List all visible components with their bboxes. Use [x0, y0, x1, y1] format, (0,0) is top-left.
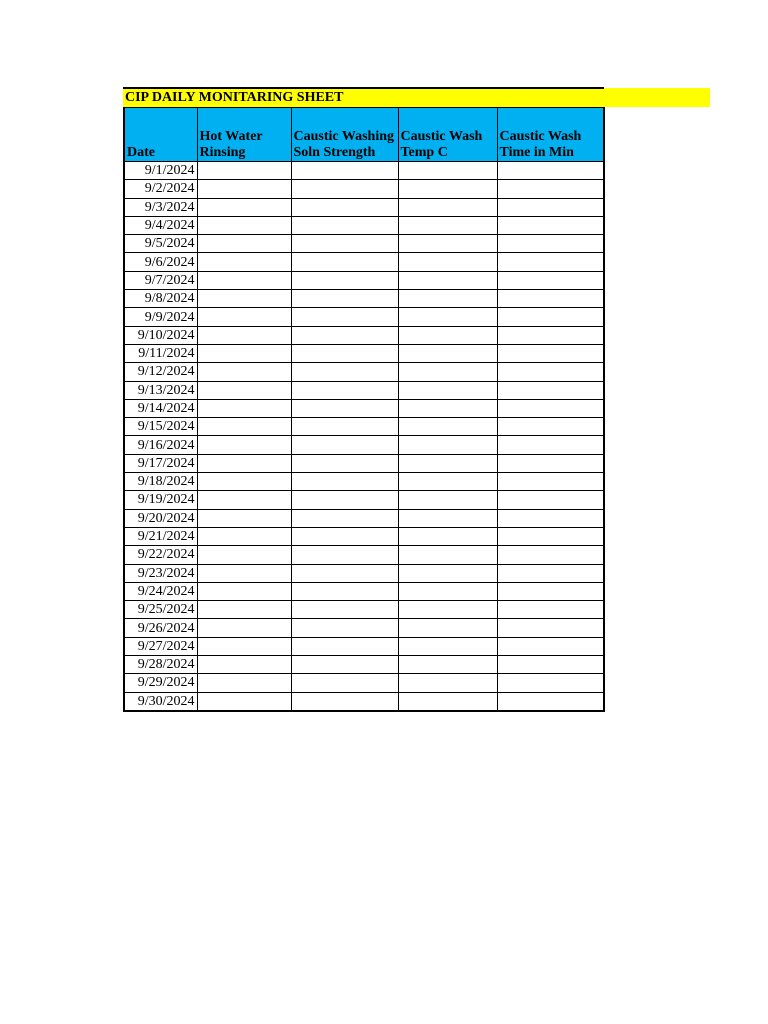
table-row [124, 235, 604, 253]
entry-cell[interactable] [497, 399, 604, 417]
table-row [124, 582, 604, 600]
entry-cell[interactable] [497, 198, 604, 216]
entry-cell[interactable] [497, 436, 604, 454]
entry-cell[interactable] [197, 418, 291, 436]
entry-cell[interactable] [291, 326, 398, 344]
header-line: Caustic Wash [499, 129, 582, 144]
header-caustic-strength [291, 108, 398, 162]
date-cell: 9/26/2024 [124, 619, 197, 637]
table-row [124, 198, 604, 216]
date-cell: 9/25/2024 [124, 601, 197, 619]
entry-cell[interactable] [291, 619, 398, 637]
entry-cell[interactable] [497, 601, 604, 619]
entry-cell[interactable] [291, 454, 398, 472]
table-row [124, 564, 604, 582]
header-line: Caustic Wash [400, 129, 483, 144]
table-row [124, 601, 604, 619]
date-cell: 9/7/2024 [124, 271, 197, 289]
entry-cell[interactable] [398, 326, 497, 344]
table-row [124, 454, 604, 472]
table-body [124, 162, 604, 711]
entry-cell[interactable] [497, 637, 604, 655]
entry-cell[interactable] [197, 564, 291, 582]
entry-cell[interactable] [291, 546, 398, 564]
entry-cell[interactable] [291, 381, 398, 399]
date-cell: 9/21/2024 [124, 527, 197, 545]
entry-cell[interactable] [398, 290, 497, 308]
table-row [124, 473, 604, 491]
entry-cell[interactable] [291, 564, 398, 582]
entry-cell[interactable] [291, 308, 398, 326]
entry-cell[interactable] [291, 656, 398, 674]
monitoring-table [123, 107, 605, 712]
table-row [124, 527, 604, 545]
entry-cell[interactable] [398, 344, 497, 362]
entry-cell[interactable] [497, 527, 604, 545]
entry-cell[interactable] [398, 235, 497, 253]
entry-cell[interactable] [291, 235, 398, 253]
entry-cell[interactable] [497, 235, 604, 253]
table-row [124, 619, 604, 637]
table-row [124, 418, 604, 436]
date-cell: 9/18/2024 [124, 473, 197, 491]
entry-cell[interactable] [398, 509, 497, 527]
entry-cell[interactable] [197, 290, 291, 308]
entry-cell[interactable] [291, 290, 398, 308]
entry-cell[interactable] [497, 418, 604, 436]
entry-cell[interactable] [497, 326, 604, 344]
entry-cell[interactable] [291, 637, 398, 655]
entry-cell[interactable] [197, 601, 291, 619]
entry-cell[interactable] [197, 582, 291, 600]
entry-cell[interactable] [398, 363, 497, 381]
entry-cell[interactable] [497, 564, 604, 582]
table-row [124, 363, 604, 381]
date-cell: 9/29/2024 [124, 674, 197, 692]
date-cell: 9/9/2024 [124, 308, 197, 326]
header-caustic-time [497, 108, 604, 162]
entry-cell[interactable] [398, 491, 497, 509]
entry-cell[interactable] [197, 180, 291, 198]
entry-cell[interactable] [291, 436, 398, 454]
entry-cell[interactable] [291, 399, 398, 417]
entry-cell[interactable] [497, 674, 604, 692]
entry-cell[interactable] [197, 527, 291, 545]
header-caustic-temp [398, 108, 497, 162]
date-cell: 9/16/2024 [124, 436, 197, 454]
entry-cell[interactable] [398, 619, 497, 637]
entry-cell[interactable] [291, 473, 398, 491]
entry-cell[interactable] [197, 253, 291, 271]
table-row [124, 399, 604, 417]
entry-cell[interactable] [291, 692, 398, 711]
entry-cell[interactable] [197, 491, 291, 509]
header-row [124, 108, 604, 162]
date-cell: 9/28/2024 [124, 656, 197, 674]
table-row [124, 216, 604, 234]
entry-cell[interactable] [398, 637, 497, 655]
entry-cell[interactable] [197, 271, 291, 289]
entry-cell[interactable] [197, 473, 291, 491]
date-cell: 9/4/2024 [124, 216, 197, 234]
header-line: Temp C [400, 145, 448, 160]
entry-cell[interactable] [497, 290, 604, 308]
entry-cell[interactable] [291, 344, 398, 362]
table-row [124, 491, 604, 509]
entry-cell[interactable] [197, 216, 291, 234]
header-date-label: Date [127, 145, 155, 160]
entry-cell[interactable] [291, 180, 398, 198]
header-line: Rinsing [199, 145, 246, 160]
entry-cell[interactable] [197, 637, 291, 655]
entry-cell[interactable] [497, 454, 604, 472]
table-row [124, 271, 604, 289]
entry-cell[interactable] [197, 344, 291, 362]
entry-cell[interactable] [197, 198, 291, 216]
table-row [124, 290, 604, 308]
table-row [124, 509, 604, 527]
table-row [124, 546, 604, 564]
entry-cell[interactable] [497, 271, 604, 289]
entry-cell[interactable] [197, 692, 291, 711]
entry-cell[interactable] [497, 162, 604, 180]
entry-cell[interactable] [497, 692, 604, 711]
entry-cell[interactable] [497, 619, 604, 637]
header-line: Hot Water [199, 129, 263, 144]
table-row [124, 674, 604, 692]
entry-cell[interactable] [197, 436, 291, 454]
date-cell: 9/19/2024 [124, 491, 197, 509]
entry-cell[interactable] [497, 582, 604, 600]
entry-cell[interactable] [197, 381, 291, 399]
entry-cell[interactable] [291, 527, 398, 545]
entry-cell[interactable] [291, 253, 398, 271]
entry-cell[interactable] [398, 381, 497, 399]
table-row [124, 326, 604, 344]
date-cell: 9/14/2024 [124, 399, 197, 417]
entry-cell[interactable] [197, 162, 291, 180]
entry-cell[interactable] [497, 363, 604, 381]
entry-cell[interactable] [497, 509, 604, 527]
table-row [124, 692, 604, 711]
entry-cell[interactable] [291, 601, 398, 619]
date-cell: 9/3/2024 [124, 198, 197, 216]
entry-cell[interactable] [398, 162, 497, 180]
entry-cell[interactable] [398, 216, 497, 234]
entry-cell[interactable] [497, 253, 604, 271]
date-cell: 9/27/2024 [124, 637, 197, 655]
entry-cell[interactable] [497, 216, 604, 234]
entry-cell[interactable] [291, 674, 398, 692]
entry-cell[interactable] [197, 619, 291, 637]
date-cell: 9/6/2024 [124, 253, 197, 271]
entry-cell[interactable] [497, 344, 604, 362]
date-cell: 9/1/2024 [124, 162, 197, 180]
date-cell: 9/23/2024 [124, 564, 197, 582]
entry-cell[interactable] [398, 564, 497, 582]
table-row [124, 180, 604, 198]
table-row [124, 656, 604, 674]
entry-cell[interactable] [497, 180, 604, 198]
date-cell: 9/2/2024 [124, 180, 197, 198]
date-cell: 9/15/2024 [124, 418, 197, 436]
entry-cell[interactable] [398, 674, 497, 692]
entry-cell[interactable] [197, 509, 291, 527]
date-cell: 9/22/2024 [124, 546, 197, 564]
entry-cell[interactable] [398, 271, 497, 289]
entry-cell[interactable] [497, 656, 604, 674]
entry-cell[interactable] [291, 162, 398, 180]
entry-cell[interactable] [398, 436, 497, 454]
date-cell: 9/13/2024 [124, 381, 197, 399]
entry-cell[interactable] [197, 656, 291, 674]
entry-cell[interactable] [291, 491, 398, 509]
entry-cell[interactable] [497, 546, 604, 564]
entry-cell[interactable] [291, 582, 398, 600]
entry-cell[interactable] [398, 454, 497, 472]
entry-cell[interactable] [197, 326, 291, 344]
entry-cell[interactable] [291, 216, 398, 234]
entry-cell[interactable] [497, 381, 604, 399]
entry-cell[interactable] [398, 308, 497, 326]
entry-cell[interactable] [398, 656, 497, 674]
entry-cell[interactable] [291, 271, 398, 289]
entry-cell[interactable] [398, 180, 497, 198]
entry-cell[interactable] [398, 546, 497, 564]
entry-cell[interactable] [497, 491, 604, 509]
date-cell: 9/17/2024 [124, 454, 197, 472]
header-line: Time in Min [499, 145, 574, 160]
entry-cell[interactable] [497, 473, 604, 491]
entry-cell[interactable] [398, 198, 497, 216]
date-cell: 9/11/2024 [124, 344, 197, 362]
entry-cell[interactable] [197, 235, 291, 253]
entry-cell[interactable] [291, 363, 398, 381]
entry-cell[interactable] [291, 418, 398, 436]
entry-cell[interactable] [398, 601, 497, 619]
entry-cell[interactable] [398, 473, 497, 491]
entry-cell[interactable] [497, 308, 604, 326]
header-line: Caustic Washing [293, 129, 394, 144]
date-cell: 9/8/2024 [124, 290, 197, 308]
entry-cell[interactable] [398, 692, 497, 711]
date-cell: 9/30/2024 [124, 692, 197, 711]
table-row [124, 436, 604, 454]
entry-cell[interactable] [398, 527, 497, 545]
date-cell: 9/20/2024 [124, 509, 197, 527]
table-row [124, 162, 604, 180]
table-row [124, 381, 604, 399]
entry-cell[interactable] [398, 418, 497, 436]
table-row [124, 344, 604, 362]
entry-cell[interactable] [398, 582, 497, 600]
table-row [124, 253, 604, 271]
entry-cell[interactable] [398, 399, 497, 417]
entry-cell[interactable] [197, 454, 291, 472]
date-cell: 9/24/2024 [124, 582, 197, 600]
entry-cell[interactable] [197, 399, 291, 417]
sheet-title: CIP DAILY MONITARING SHEET [125, 90, 344, 105]
entry-cell[interactable] [197, 674, 291, 692]
entry-cell[interactable] [197, 308, 291, 326]
date-cell: 9/12/2024 [124, 363, 197, 381]
table-row [124, 637, 604, 655]
header-line: Soln Strength [293, 145, 376, 160]
entry-cell[interactable] [291, 198, 398, 216]
date-cell: 9/10/2024 [124, 326, 197, 344]
header-date [124, 108, 197, 162]
entry-cell[interactable] [291, 509, 398, 527]
table-row [124, 308, 604, 326]
date-cell: 9/5/2024 [124, 235, 197, 253]
entry-cell[interactable] [197, 363, 291, 381]
entry-cell[interactable] [398, 253, 497, 271]
entry-cell[interactable] [197, 546, 291, 564]
header-hot-water-rinsing [197, 108, 291, 162]
